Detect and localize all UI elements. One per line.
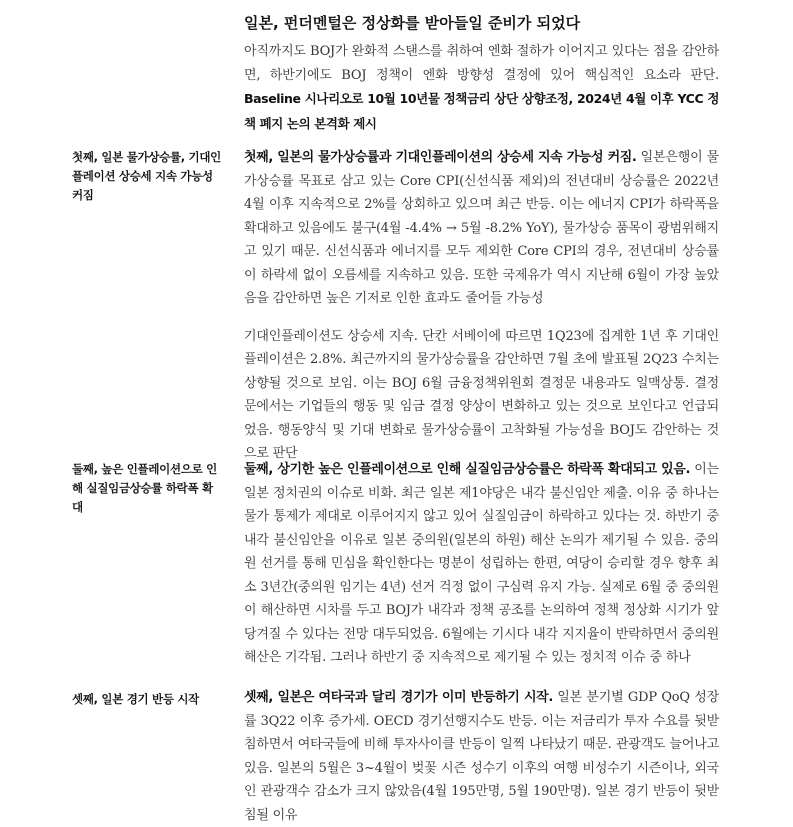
section-second-heading: 둘째, 상기한 높은 인플레이션으로 인해 실질임금상승률은 하락폭 확대되고 있음. xyxy=(244,462,690,477)
intro-bold-summary: Baseline 시나리오로 10월 10년물 정책금리 상단 상향조정, 2024년 4월 이후 YCC 정책 폐지 논의 본격화 제시 xyxy=(244,91,719,131)
page-title: 일본, 펀더멘털은 정상화를 받아들일 준비가 되었다 xyxy=(244,14,581,32)
side-label-second: 둘째, 높은 인플레이션으로 인해 실질임금상승률 하락폭 확대 xyxy=(72,462,217,514)
section-second xyxy=(244,458,719,670)
section-first xyxy=(244,146,719,466)
section-third-paragraph xyxy=(244,686,719,827)
section-third-heading: 셋째, 일본은 여타국과 달리 경기가 이미 반등하기 시작. xyxy=(244,690,553,705)
section-first-paragraph xyxy=(244,146,719,311)
section-first-paragraph-2: 기대인플레이션도 상승세 지속. 단칸 서베이에 따르면 1Q23에 집계한 1년 후 기대인플레이션은 2.8%. 최근까지의 물가상승률을 감안하면 7월 초에 발표될 2Q23 수치는 상향될 것으로 보임. 이는 BOJ 6월 금융정책위원회 결정문 내용과도 일맥상통. 결정문에서는 기업들의 행동 및 임금 결정 양상이 변화하고 있는 것으로 보인다고 언급되었음. 행동양식 및 기대 변화로 물가상승률이 고착화될 가능성을 BOJ도 감안하는 것으로 판단 xyxy=(244,328,719,461)
section-first-heading: 첫째, 일본의 물가상승률과 기대인플레이션의 상승세 지속 가능성 커짐. xyxy=(244,150,637,165)
section-second-body: 이는 일본 정치권의 이슈로 비화. 최근 일본 제1야당은 내각 불신임안 제출. 이유 중 하나는 물가 통제가 제대로 이루어지지 않고 있어 실질임금이 하락하고 있다는 것. 하반기 중 내각 불신임안을 이유로 일본 중의원(일본의 하원) 해산 논의가 제기될 수 있음. 중의원 선거를 통해 민심을 확인한다는 명분이 성립하는 한편, 여당이 승리할 경우 향후 최소 3년간(중의원 임기는 4년) 선거 걱정 없이 구심력 유지 가능. 실제로 6월 중 중의원이 해산하면 시차를 두고 BOJ가 내각과 정책 공조를 논의하여 정책 정상화 시기가 앞당겨질 수 있다는 전망 대두되었음. 6월에는 기시다 내각 지지율이 반락하면서 중의원 해산은 기각됨. 그러나 하반기 중 지속적으로 제기될 수 있는 정치적 이슈 중 하나 xyxy=(244,462,719,665)
side-label-first: 첫째, 일본 물가상승률, 기대인플레이션 상승세 지속 가능성 커짐 xyxy=(72,150,221,202)
section-first-body: 일본은행이 물가상승률 목표로 삼고 있는 Core CPI(신선식품 제외)의 전년대비 상승률은 2022년 4월 이후 지속적으로 2%를 상회하고 있으며 최근 반등. 이는 에너지 CPI가 하락폭을 확대하고 있음에도 불구(4월 -4.4% → 5월 -8.2% YoY), 물가상승 품목이 광범위해지고 있기 때문. 신선식품과 에너지를 모두 제외한 Core CPI의 경우, 전년대비 상승률이 하락세 없이 오름세를 지속하고 있음. 또한 국제유가 역시 지난해 6월이 가장 높았음을 감안하면 높은 기저로 인한 효과도 줄어들 가능성 xyxy=(244,150,719,306)
section-second-paragraph xyxy=(244,458,719,670)
side-label-third: 셋째, 일본 경기 반등 시작 xyxy=(72,692,199,706)
intro-text: 아직까지도 BOJ가 완화적 스탠스를 취하여 엔화 절하가 이어지고 있다는 점을 감안하면, 하반기에도 BOJ 정책이 엔화 방향성 결정에 있어 핵심적인 요소라 판단. xyxy=(244,44,719,83)
intro-paragraph xyxy=(244,40,719,136)
section-third xyxy=(244,686,719,827)
section-third-body: 일본 분기별 GDP QoQ 성장률 3Q22 이후 증가세. OECD 경기선행지수도 반등. 이는 저금리가 투자 수요를 뒷받침하면서 여타국들에 비해 투자사이클 반등이 일찍 나타났기 때문. 관광객도 늘어나고 있음. 일본의 5월은 3~4월이 벚꽃 시즌 성수기 이후의 여행 비성수기 시즌이나, 외국인 관광객수 감소가 크지 않았음(4월 195만명, 5월 190만명). 일본 경기 반등이 뒷받침될 이유 xyxy=(244,690,719,823)
